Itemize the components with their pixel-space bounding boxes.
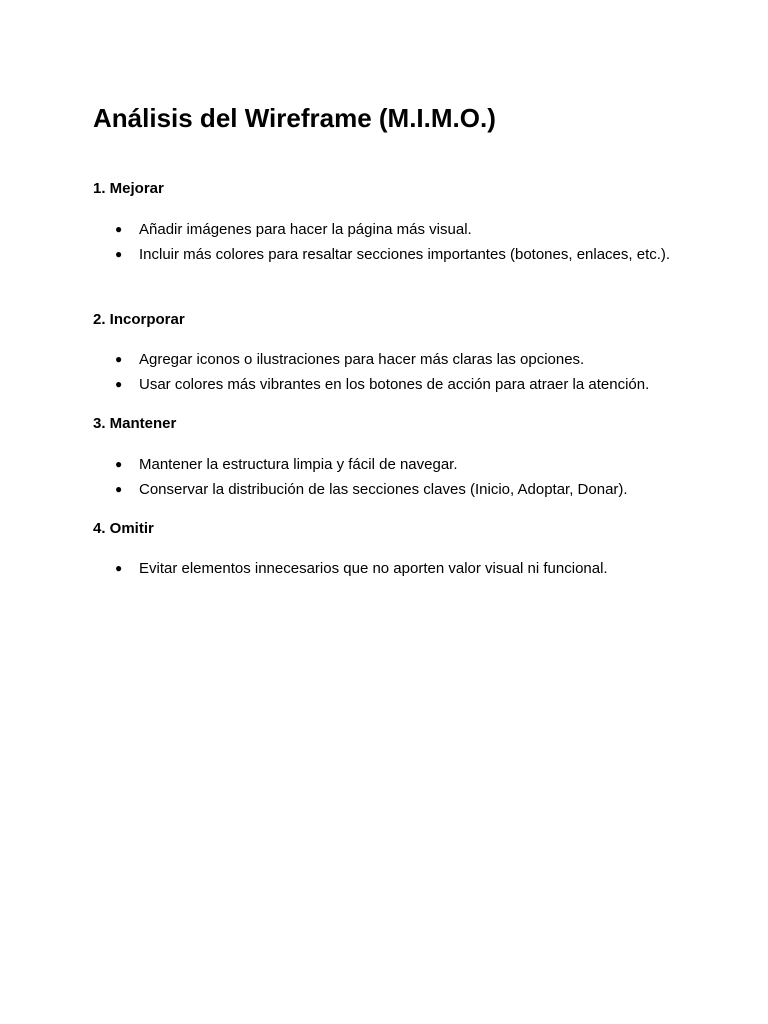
list-item bbox=[93, 452, 683, 477]
bullet-icon: ● bbox=[115, 352, 123, 366]
list-item bbox=[93, 556, 683, 581]
bullet-icon: ● bbox=[115, 457, 123, 471]
list-item bbox=[93, 347, 683, 372]
list-item-text: Añadir imágenes para hacer la página más visual. bbox=[139, 221, 472, 238]
section-heading-mejorar: 1. Mejorar bbox=[93, 180, 164, 197]
list-item bbox=[93, 477, 683, 502]
bullet-list-mejorar bbox=[93, 217, 683, 267]
bullet-icon: ● bbox=[115, 482, 123, 496]
bullet-icon: ● bbox=[115, 247, 123, 261]
list-item-text: Conservar la distribución de las secciones claves (Inicio, Adoptar, Donar). bbox=[139, 481, 628, 498]
bullet-list-omitir bbox=[93, 556, 683, 581]
section-heading-omitir: 4. Omitir bbox=[93, 520, 154, 537]
bullet-icon: ● bbox=[115, 561, 123, 575]
list-item bbox=[93, 217, 683, 242]
list-item-text: Usar colores más vibrantes en los botones de acción para atraer la atención. bbox=[139, 376, 650, 393]
section-heading-mantener: 3. Mantener bbox=[93, 415, 177, 432]
document-title: Análisis del Wireframe (M.I.M.O.) bbox=[93, 103, 496, 133]
bullet-icon: ● bbox=[115, 377, 123, 391]
bullet-list-incorporar bbox=[93, 347, 683, 397]
list-item bbox=[93, 372, 683, 397]
bullet-icon: ● bbox=[115, 222, 123, 236]
list-item-text: Mantener la estructura limpia y fácil de navegar. bbox=[139, 456, 458, 473]
list-item-text: Incluir más colores para resaltar secciones importantes (botones, enlaces, etc.). bbox=[139, 246, 671, 263]
section-heading-incorporar: 2. Incorporar bbox=[93, 311, 185, 328]
list-item bbox=[93, 242, 683, 267]
list-item-text: Evitar elementos innecesarios que no aporten valor visual ni funcional. bbox=[139, 560, 608, 577]
bullet-list-mantener bbox=[93, 452, 683, 502]
list-item-text: Agregar iconos o ilustraciones para hacer más claras las opciones. bbox=[139, 351, 585, 368]
